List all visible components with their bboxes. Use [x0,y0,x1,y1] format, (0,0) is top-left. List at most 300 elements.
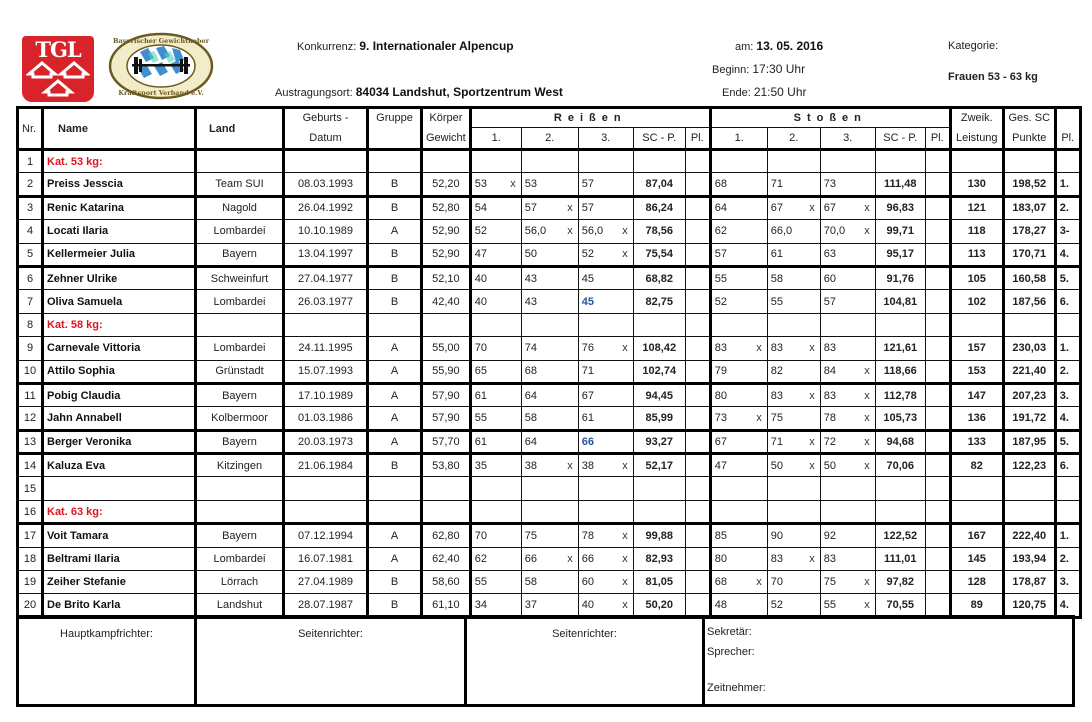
attempt-weight: 70 [474,529,487,542]
row-number: 15 [18,477,43,500]
col-geburts: Geburts - [284,108,368,128]
cj-sc-points: 111,01 [875,547,925,570]
final-place: 6. [1055,454,1080,477]
snatch-attempt-3 [578,477,633,500]
athlete-name: Preiss Jesscia [43,173,196,196]
attempt-weight: 71 [770,178,783,191]
attempt-weight: 68 [524,365,537,378]
snatch-place [685,407,710,430]
cj-attempt-3 [820,337,875,360]
athlete-group [368,477,422,500]
total-sc-points: 178,87 [1003,571,1055,594]
col-r2: 2. [521,128,578,150]
athlete-group: B [368,594,422,617]
cj-attempt-3 [820,524,875,547]
attempt-weight: 40 [581,599,594,612]
attempt-weight: 58 [770,272,783,285]
attempt-weight: 67 [581,389,594,402]
bodyweight: 55,90 [422,360,471,383]
snatch-attempt-3 [578,150,633,173]
cj-attempt-1 [710,337,767,360]
athlete-group: A [368,430,422,453]
cj-sc-points [875,313,925,336]
cj-place [925,173,950,196]
snatch-sc-points: 93,27 [633,430,685,453]
row-number: 14 [18,454,43,477]
snatch-attempt-1 [470,524,521,547]
table-row [18,430,1081,453]
athlete-birthdate: 15.07.1993 [284,360,368,383]
total-lift: 102 [950,290,1003,313]
attempt-weight: 58 [524,411,537,424]
snatch-place [685,150,710,173]
col-rsc: SC - P. [633,128,685,150]
athlete-group: B [368,243,422,266]
attempt-weight: 57 [581,178,594,191]
failed-mark: x [809,435,815,448]
snatch-place [685,524,710,547]
total-lift: 82 [950,454,1003,477]
total-sc-points: 183,07 [1003,196,1055,219]
snatch-attempt-2 [521,524,578,547]
snatch-sc-points [633,477,685,500]
snatch-attempt-3 [578,337,633,360]
attempt-weight: 55 [770,295,783,308]
bodyweight: 57,90 [422,407,471,430]
cj-attempt-3 [820,454,875,477]
snatch-attempt-2 [521,150,578,173]
attempt-weight: 38 [581,459,594,472]
snatch-place [685,547,710,570]
attempt-weight: 70 [770,576,783,589]
attempt-weight: 80 [714,552,727,565]
table-row [18,173,1081,196]
snatch-attempt-1 [470,594,521,617]
failed-mark: x [756,411,762,424]
cj-attempt-1 [710,430,767,453]
attempt-weight: 55 [714,272,727,285]
final-place [1055,500,1080,523]
failed-mark: x [567,202,573,215]
cj-sc-points: 91,76 [875,266,925,289]
snatch-attempt-1 [470,360,521,383]
attempt-weight: 57 [714,248,727,261]
table-row [18,220,1081,243]
athlete-group: B [368,290,422,313]
col-ssc: SC - P. [875,128,925,150]
attempt-weight: 78 [823,411,836,424]
snatch-attempt-1 [470,243,521,266]
cj-attempt-3 [820,266,875,289]
attempt-weight: 53 [524,178,537,191]
snatch-place [685,290,710,313]
attempt-weight: 43 [524,295,537,308]
snatch-place [685,571,710,594]
total-lift [950,313,1003,336]
row-number: 19 [18,571,43,594]
attempt-weight: 52 [581,248,594,261]
cj-attempt-3 [820,150,875,173]
attempt-weight: 50 [524,248,537,261]
cj-attempt-1 [710,150,767,173]
row-number: 1 [18,150,43,173]
athlete-name: Voit Tamara [43,524,196,547]
sprecher-label: Sprecher: [707,646,755,658]
table-row [18,196,1081,219]
attempt-weight: 65 [474,365,487,378]
attempt-weight: 45 [581,272,594,285]
snatch-sc-points: 85,99 [633,407,685,430]
attempt-weight: 83 [823,389,836,402]
attempt-weight: 61 [474,435,487,448]
cj-attempt-1 [710,407,767,430]
konkurrenz-value: 9. Internationaler Alpencup [359,39,514,53]
total-lift: 136 [950,407,1003,430]
snatch-sc-points: 99,88 [633,524,685,547]
athlete-name: Berger Veronika [43,430,196,453]
cj-attempt-1 [710,196,767,219]
snatch-place [685,383,710,406]
svg-text:Kraftsport Verband e.V.: Kraftsport Verband e.V. [118,89,204,97]
snatch-sc-points: 78,56 [633,220,685,243]
col-punkte: Punkte [1003,128,1055,150]
row-number: 2 [18,173,43,196]
cj-attempt-3 [820,571,875,594]
results-body [18,150,1081,618]
snatch-sc-points: 102,74 [633,360,685,383]
cj-attempt-3 [820,290,875,313]
empty-row [18,477,1081,500]
final-place: 3- [1055,220,1080,243]
snatch-place [685,454,710,477]
cj-attempt-1 [710,547,767,570]
attempt-weight: 50 [770,459,783,472]
snatch-sc-points: 82,93 [633,547,685,570]
snatch-attempt-2 [521,407,578,430]
failed-mark: x [864,202,870,215]
col-zweik: Zweik. [950,108,1003,128]
attempt-weight: 73 [714,411,727,424]
total-sc-points: 193,94 [1003,547,1055,570]
snatch-place [685,196,710,219]
attempt-weight: 92 [823,529,836,542]
attempt-weight: 68 [714,178,727,191]
table-row [18,266,1081,289]
col-r1: 1. [470,128,521,150]
row-number: 3 [18,196,43,219]
attempt-weight: 52 [714,295,727,308]
cj-attempt-1 [710,313,767,336]
signature-footer [16,615,1075,707]
cj-attempt-2 [767,383,820,406]
failed-mark: x [622,342,628,355]
cj-place [925,337,950,360]
cj-place [925,571,950,594]
athlete-birthdate [284,313,368,336]
attempt-weight: 66,0 [770,225,793,238]
snatch-sc-points: 75,54 [633,243,685,266]
austragungsort-value: 84034 Landshut, Sportzentrum West [355,85,563,99]
failed-mark: x [567,552,573,565]
athlete-birthdate [284,477,368,500]
cj-attempt-3 [820,547,875,570]
failed-mark: x [809,459,815,472]
cj-attempt-1 [710,360,767,383]
final-place: 1. [1055,173,1080,196]
cj-sc-points [875,150,925,173]
total-lift [950,500,1003,523]
total-sc-points: 207,23 [1003,383,1055,406]
attempt-weight: 58 [524,576,537,589]
failed-mark: x [864,599,870,612]
attempt-weight: 38 [524,459,537,472]
total-sc-points: 187,95 [1003,430,1055,453]
attempt-weight: 73 [823,178,836,191]
snatch-attempt-1 [470,477,521,500]
bodyweight: 61,10 [422,594,471,617]
table-row [18,407,1081,430]
cj-attempt-2 [767,524,820,547]
snatch-place [685,173,710,196]
athlete-group: A [368,407,422,430]
failed-mark: x [864,576,870,589]
total-lift: 130 [950,173,1003,196]
failed-mark: x [809,552,815,565]
cj-attempt-1 [710,594,767,617]
category-label: Kat. 63 kg: [43,500,196,523]
snatch-attempt-3 [578,360,633,383]
cj-sc-points: 96,83 [875,196,925,219]
snatch-place [685,220,710,243]
total-lift: 89 [950,594,1003,617]
attempt-weight: 75 [770,411,783,424]
row-number: 5 [18,243,43,266]
athlete-land: Lombardei [196,290,284,313]
snatch-attempt-1 [470,337,521,360]
snatch-sc-points [633,500,685,523]
snatch-attempt-1 [470,383,521,406]
attempt-weight: 47 [474,248,487,261]
attempt-weight: 57 [524,202,537,215]
row-number: 8 [18,313,43,336]
table-row [18,524,1081,547]
cj-attempt-2 [767,196,820,219]
snatch-attempt-2 [521,290,578,313]
total-lift: 105 [950,266,1003,289]
cj-place [925,196,950,219]
athlete-name: Renic Katarina [43,196,196,219]
athlete-birthdate: 26.04.1992 [284,196,368,219]
attempt-weight: 66 [581,435,594,448]
attempt-weight: 70,0 [823,225,846,238]
athlete-land: Team SUI [196,173,284,196]
cj-place [925,360,950,383]
snatch-attempt-1 [470,150,521,173]
cj-sc-points: 104,81 [875,290,925,313]
cj-sc-points: 112,78 [875,383,925,406]
cj-attempt-1 [710,477,767,500]
col-nr: Nr. [18,108,43,150]
table-row [18,547,1081,570]
cj-sc-points: 111,48 [875,173,925,196]
col-stossen: Stoßen [710,108,950,128]
category-row [18,500,1081,523]
cj-attempt-3 [820,430,875,453]
total-sc-points: 221,40 [1003,360,1055,383]
total-lift: 145 [950,547,1003,570]
failed-mark: x [864,365,870,378]
athlete-group: A [368,360,422,383]
table-row [18,337,1081,360]
attempt-weight: 61 [474,389,487,402]
snatch-attempt-1 [470,571,521,594]
attempt-weight: 40 [474,295,487,308]
athlete-birthdate: 27.04.1989 [284,571,368,594]
athlete-group [368,150,422,173]
snatch-attempt-3 [578,594,633,617]
seitenrichter2-box[interactable] [467,618,705,704]
cj-place [925,290,950,313]
final-place: 4. [1055,407,1080,430]
bodyweight: 52,80 [422,196,471,219]
snatch-attempt-3 [578,290,633,313]
failed-mark: x [622,529,628,542]
cj-place [925,313,950,336]
total-lift: 121 [950,196,1003,219]
row-number: 10 [18,360,43,383]
row-number: 7 [18,290,43,313]
attempt-weight: 67 [714,435,727,448]
cj-place [925,454,950,477]
athlete-group [368,313,422,336]
cj-attempt-2 [767,571,820,594]
cj-attempt-3 [820,313,875,336]
athlete-land: Lombardei [196,337,284,360]
seitenrichter1-box[interactable] [197,618,467,704]
athlete-land: Lombardei [196,547,284,570]
bodyweight: 62,80 [422,524,471,547]
attempt-weight: 40 [474,272,487,285]
cj-place [925,383,950,406]
athlete-group: B [368,571,422,594]
bodyweight: 62,40 [422,547,471,570]
athlete-name: Beltrami Ilaria [43,547,196,570]
cj-attempt-2 [767,360,820,383]
attempt-weight: 71 [770,435,783,448]
date-value: 13. 05. 2016 [756,39,824,53]
cj-attempt-2 [767,477,820,500]
athlete-name: Jahn Annabell [43,407,196,430]
attempt-weight: 54 [474,202,487,215]
bodyweight: 58,60 [422,571,471,594]
attempt-weight: 66 [524,552,537,565]
konkurrenz-label: Konkurrenz: [297,41,357,53]
bodyweight: 53,80 [422,454,471,477]
hauptkampfrichter-label: Hauptkampfrichter: [60,628,153,640]
cj-attempt-1 [710,266,767,289]
attempt-weight: 83 [770,389,783,402]
snatch-attempt-2 [521,547,578,570]
athlete-name: Oliva Samuela [43,290,196,313]
attempt-weight: 57 [581,202,594,215]
total-sc-points: 191,72 [1003,407,1055,430]
cj-attempt-2 [767,594,820,617]
bodyweight: 52,90 [422,220,471,243]
failed-mark: x [756,342,762,355]
cj-attempt-1 [710,500,767,523]
attempt-weight: 34 [474,599,487,612]
total-lift: 157 [950,337,1003,360]
snatch-attempt-2 [521,313,578,336]
failed-mark: x [622,552,628,565]
snatch-sc-points: 108,42 [633,337,685,360]
hauptkampfrichter-box[interactable] [19,618,197,704]
cj-attempt-1 [710,383,767,406]
attempt-weight: 47 [714,459,727,472]
attempt-weight: 82 [770,365,783,378]
snatch-attempt-3 [578,500,633,523]
cj-sc-points: 105,73 [875,407,925,430]
failed-mark: x [622,459,628,472]
athlete-group [368,500,422,523]
attempt-weight: 56,0 [581,225,604,238]
athlete-group: B [368,454,422,477]
table-row [18,243,1081,266]
snatch-sc-points: 82,75 [633,290,685,313]
cj-attempt-2 [767,500,820,523]
row-number: 4 [18,220,43,243]
athlete-land [196,150,284,173]
athlete-birthdate: 07.12.1994 [284,524,368,547]
attempt-weight: 85 [714,529,727,542]
table-row [18,290,1081,313]
final-place: 5. [1055,266,1080,289]
final-place [1055,313,1080,336]
attempt-weight: 72 [823,435,836,448]
cj-attempt-1 [710,571,767,594]
failed-mark: x [510,178,516,191]
attempt-weight: 79 [714,365,727,378]
cj-attempt-3 [820,594,875,617]
attempt-weight: 52 [474,225,487,238]
snatch-attempt-1 [470,313,521,336]
tgl-logo-text: TGL [35,37,81,62]
cj-place [925,266,950,289]
athlete-land: Bayern [196,383,284,406]
cj-sc-points: 121,61 [875,337,925,360]
athlete-birthdate: 10.10.1989 [284,220,368,243]
attempt-weight: 83 [770,342,783,355]
cj-attempt-2 [767,430,820,453]
bodyweight [422,477,471,500]
cj-attempt-2 [767,547,820,570]
ende-label: Ende: [722,87,751,99]
attempt-weight: 62 [714,225,727,238]
athlete-birthdate: 13.04.1997 [284,243,368,266]
final-place: 2. [1055,547,1080,570]
failed-mark: x [864,435,870,448]
total-sc-points: 122,23 [1003,454,1055,477]
total-lift: 113 [950,243,1003,266]
cj-attempt-2 [767,150,820,173]
snatch-place [685,594,710,617]
row-number: 12 [18,407,43,430]
cj-place [925,524,950,547]
officials-box[interactable] [705,618,1072,704]
athlete-land: Nagold [196,196,284,219]
athlete-land: Lörrach [196,571,284,594]
snatch-sc-points [633,150,685,173]
